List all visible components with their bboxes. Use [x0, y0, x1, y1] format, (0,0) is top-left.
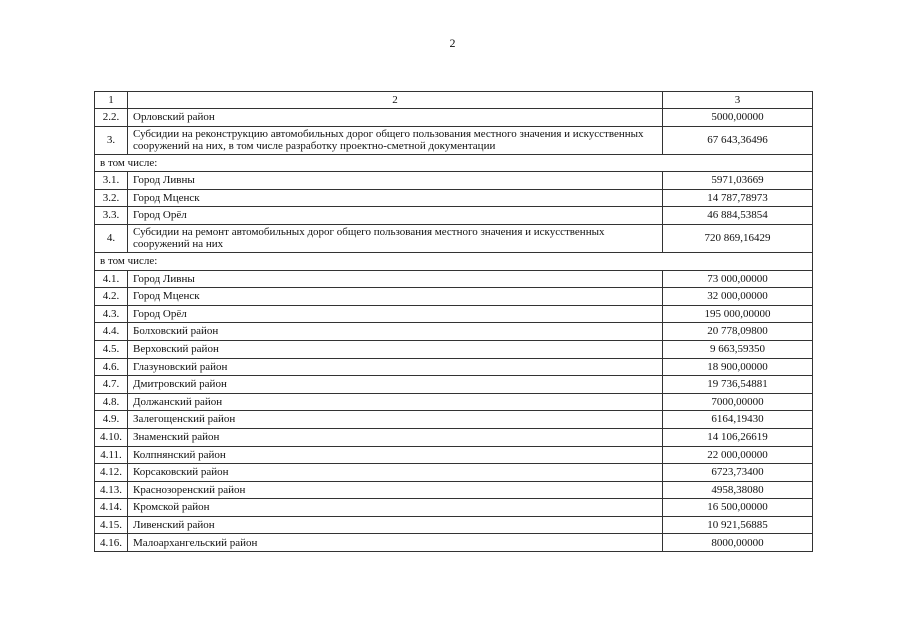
- row-number: 4.6.: [95, 358, 128, 376]
- row-name: Город Мценск: [128, 288, 663, 306]
- row-name: Город Мценск: [128, 189, 663, 207]
- row-name: Город Ливны: [128, 172, 663, 190]
- row-value: 6164,19430: [663, 411, 813, 429]
- row-value: 5000,00000: [663, 109, 813, 127]
- table-row: [95, 207, 813, 225]
- row-name: Субсидии на реконструкцию автомобильных дорог общего пользования местного значения и искусственных сооружений на них, в том числе разработку проектно-сметной документации: [128, 126, 663, 154]
- table-row: [95, 358, 813, 376]
- table-row: [95, 464, 813, 482]
- row-number: 4.14.: [95, 499, 128, 517]
- subsidy-table: [94, 91, 813, 552]
- row-value: 14 106,26619: [663, 428, 813, 446]
- row-value: 14 787,78973: [663, 189, 813, 207]
- row-value: 720 869,16429: [663, 224, 813, 252]
- header-cell-1: 1: [95, 92, 128, 109]
- row-value: 6723,73400: [663, 464, 813, 482]
- table-header-row: [95, 92, 813, 109]
- row-value: 18 900,00000: [663, 358, 813, 376]
- row-value: 10 921,56885: [663, 516, 813, 534]
- row-name: Знаменский район: [128, 428, 663, 446]
- table-row: [95, 393, 813, 411]
- row-value: 5971,03669: [663, 172, 813, 190]
- row-number: 4.4.: [95, 323, 128, 341]
- row-value: 16 500,00000: [663, 499, 813, 517]
- row-name: Болховский район: [128, 323, 663, 341]
- row-value: 67 643,36496: [663, 126, 813, 154]
- table-row: [95, 189, 813, 207]
- row-value: 195 000,00000: [663, 305, 813, 323]
- table-row: [95, 446, 813, 464]
- row-number: 4.5.: [95, 340, 128, 358]
- row-name: Верховский район: [128, 340, 663, 358]
- row-number: 4.: [95, 224, 128, 252]
- header-cell-3: 3: [663, 92, 813, 109]
- row-number: 4.9.: [95, 411, 128, 429]
- row-name: Залегощенский район: [128, 411, 663, 429]
- table-row: [95, 499, 813, 517]
- table-row: [95, 224, 813, 252]
- row-number: 4.1.: [95, 270, 128, 288]
- row-name: Город Орёл: [128, 305, 663, 323]
- row-name: Дмитровский район: [128, 376, 663, 394]
- table-row: [95, 428, 813, 446]
- header-cell-2: 2: [128, 92, 663, 109]
- row-number: 4.7.: [95, 376, 128, 394]
- table-row: [95, 305, 813, 323]
- row-name: Малоархангельский район: [128, 534, 663, 552]
- row-number: 4.11.: [95, 446, 128, 464]
- subheading-row: [95, 252, 813, 270]
- table-row: [95, 109, 813, 127]
- row-number: 3.: [95, 126, 128, 154]
- row-number: 4.8.: [95, 393, 128, 411]
- row-number: 4.16.: [95, 534, 128, 552]
- row-number: 3.3.: [95, 207, 128, 225]
- row-number: 3.1.: [95, 172, 128, 190]
- table-row: [95, 288, 813, 306]
- row-number: 4.15.: [95, 516, 128, 534]
- row-value: 32 000,00000: [663, 288, 813, 306]
- row-number: 2.2.: [95, 109, 128, 127]
- row-name: Краснозоренский район: [128, 481, 663, 499]
- table-row: [95, 172, 813, 190]
- page-number: 2: [449, 36, 456, 50]
- row-name: Орловский район: [128, 109, 663, 127]
- row-value: 46 884,53854: [663, 207, 813, 225]
- row-number: 4.12.: [95, 464, 128, 482]
- subheading-row: [95, 154, 813, 172]
- row-name: Ливенский район: [128, 516, 663, 534]
- row-value: 73 000,00000: [663, 270, 813, 288]
- row-value: 19 736,54881: [663, 376, 813, 394]
- row-name: Кромской район: [128, 499, 663, 517]
- row-value: 22 000,00000: [663, 446, 813, 464]
- row-value: 9 663,59350: [663, 340, 813, 358]
- row-number: 4.10.: [95, 428, 128, 446]
- row-name: Город Орёл: [128, 207, 663, 225]
- table-row: [95, 323, 813, 341]
- table-row: [95, 270, 813, 288]
- row-number: 3.2.: [95, 189, 128, 207]
- subheading-text: в том числе:: [95, 252, 813, 270]
- row-number: 4.2.: [95, 288, 128, 306]
- table-row: [95, 516, 813, 534]
- row-name: Колпнянский район: [128, 446, 663, 464]
- row-number: 4.3.: [95, 305, 128, 323]
- row-value: 4958,38080: [663, 481, 813, 499]
- row-value: 7000,00000: [663, 393, 813, 411]
- subheading-text: в том числе:: [95, 154, 813, 172]
- row-name: Должанский район: [128, 393, 663, 411]
- table-row: [95, 481, 813, 499]
- table-row: [95, 534, 813, 552]
- row-number: 4.13.: [95, 481, 128, 499]
- row-value: 8000,00000: [663, 534, 813, 552]
- row-name: Глазуновский район: [128, 358, 663, 376]
- row-name: Субсидии на ремонт автомобильных дорог общего пользования местного значения и искусственных сооружений на них: [128, 224, 663, 252]
- row-value: 20 778,09800: [663, 323, 813, 341]
- table-row: [95, 126, 813, 154]
- table-row: [95, 411, 813, 429]
- table-row: [95, 376, 813, 394]
- row-name: Корсаковский район: [128, 464, 663, 482]
- row-name: Город Ливны: [128, 270, 663, 288]
- table-row: [95, 340, 813, 358]
